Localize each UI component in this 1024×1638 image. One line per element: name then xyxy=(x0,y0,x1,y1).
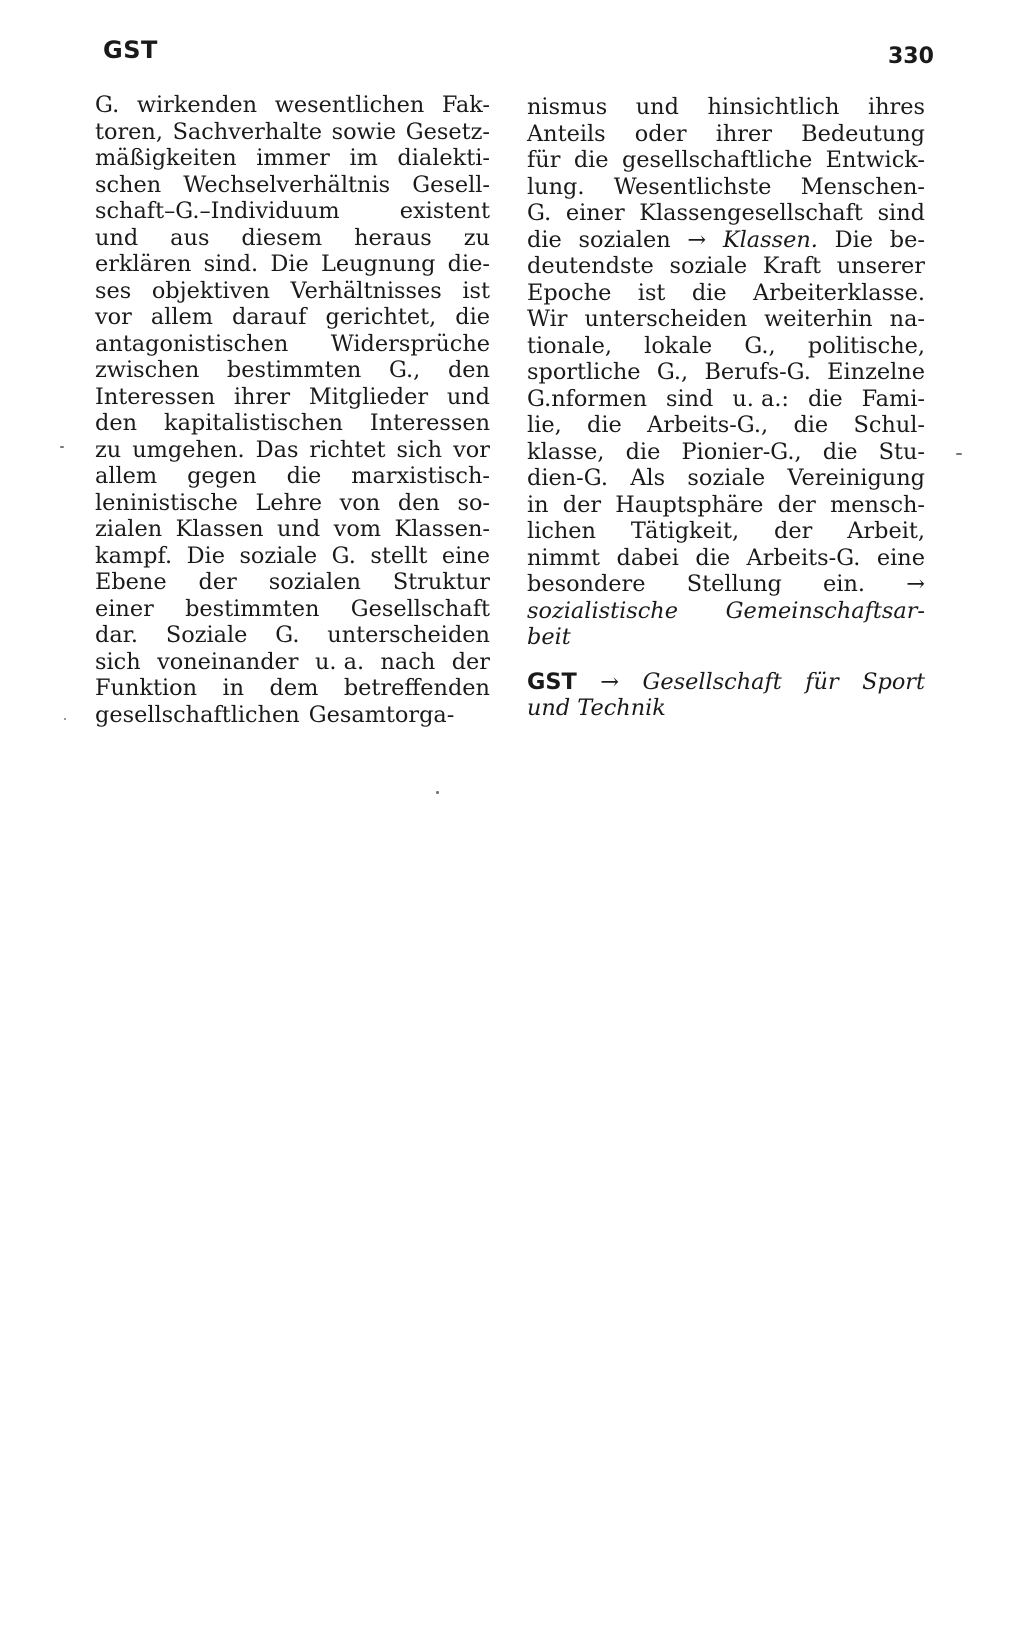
body-word: und xyxy=(277,516,321,542)
body-word: Gesamtorga- xyxy=(308,701,455,728)
left-column-line xyxy=(95,172,490,199)
right-column-line xyxy=(527,386,925,413)
right-column-line xyxy=(527,465,925,492)
body-word: stellt xyxy=(370,542,428,569)
body-word: der xyxy=(451,648,490,675)
body-word: hinsichtlich xyxy=(707,94,840,120)
body-word: Interessen xyxy=(369,410,490,436)
body-word: zialen xyxy=(95,516,163,542)
left-column xyxy=(95,92,490,728)
body-word: ihres xyxy=(867,94,925,120)
gst-entry-line-1 xyxy=(527,669,925,696)
body-word: eine xyxy=(876,544,925,571)
body-word: Epoche xyxy=(527,279,612,306)
right-column xyxy=(527,94,925,722)
right-column-line xyxy=(527,333,925,360)
body-word: zu xyxy=(463,224,490,251)
cross-reference-arrow-icon: → xyxy=(687,226,707,253)
body-word: die xyxy=(587,412,622,438)
body-word: soziale xyxy=(687,465,766,491)
body-word: dabei xyxy=(616,544,679,571)
body-word: den xyxy=(397,489,440,516)
body-word: eine xyxy=(441,542,490,569)
body-word: Hauptsphäre xyxy=(615,491,764,518)
right-column-line xyxy=(527,121,925,148)
body-word: sich xyxy=(95,648,141,675)
body-word: heraus xyxy=(354,224,432,251)
body-word: von xyxy=(339,489,381,516)
body-word: G., xyxy=(744,332,776,359)
body-word: G. xyxy=(527,200,552,226)
print-speck xyxy=(60,446,64,448)
body-word: lichen xyxy=(527,518,596,544)
left-column-line xyxy=(95,331,490,358)
body-word: be- xyxy=(889,226,925,253)
body-word: Struktur xyxy=(392,569,490,595)
body-word: klasse, xyxy=(527,438,605,465)
body-word: umgehen. xyxy=(132,436,245,463)
left-column-line xyxy=(95,437,490,464)
body-word: Tätigkeit, xyxy=(630,518,740,544)
body-word: so- xyxy=(457,489,490,516)
body-word: zwischen xyxy=(95,357,200,383)
right-column-line xyxy=(527,545,925,572)
body-word: dar. xyxy=(95,622,139,648)
body-word: sportliche xyxy=(527,359,641,385)
left-column-line xyxy=(95,675,490,702)
left-column-line xyxy=(95,119,490,146)
body-word: Stu- xyxy=(878,438,925,465)
page-number: 330 xyxy=(888,44,934,69)
body-word: Arbeits-G., xyxy=(647,412,769,438)
body-word: ses xyxy=(95,277,132,304)
body-word: G.nformen xyxy=(527,385,647,412)
right-column-line xyxy=(527,306,925,333)
body-word: die xyxy=(807,385,843,412)
left-column-line xyxy=(95,384,490,411)
body-word: schen xyxy=(95,171,162,198)
body-word: G. xyxy=(275,622,300,648)
body-word: betreffenden xyxy=(343,675,490,701)
body-word: Fami- xyxy=(861,385,925,412)
body-word: für xyxy=(527,147,561,173)
body-word: der xyxy=(774,518,813,544)
right-column-line xyxy=(527,518,925,545)
body-word: G. xyxy=(95,92,120,118)
body-word: zu xyxy=(95,436,122,463)
body-word: Mitglieder xyxy=(308,383,429,410)
body-word: Die xyxy=(270,251,309,277)
body-word: schaft–G.–Individuum xyxy=(95,198,340,224)
body-word: Klassen xyxy=(175,516,264,542)
entry-continuation xyxy=(527,94,925,651)
body-word: den xyxy=(95,410,138,436)
body-word: allem xyxy=(150,304,213,330)
body-word: Wesentlichste xyxy=(613,173,772,200)
left-column-line xyxy=(95,304,490,331)
cross-reference-arrow-icon: → xyxy=(600,668,620,695)
running-head: GST xyxy=(103,36,158,64)
body-word: Schul- xyxy=(853,412,925,438)
body-word: Bedeutung xyxy=(801,120,925,147)
right-column-line xyxy=(527,624,925,651)
left-column-line xyxy=(95,702,490,729)
body-word: lokale xyxy=(644,332,713,359)
body-word: lung. xyxy=(527,173,585,200)
body-word: gegen xyxy=(187,463,257,489)
body-word: Berufs-G. xyxy=(704,359,811,385)
body-word: unserer xyxy=(836,253,925,279)
body-word: kapitalistischen xyxy=(164,410,343,436)
body-word: Das xyxy=(255,436,299,463)
left-column-line xyxy=(95,649,490,676)
body-word: politische, xyxy=(807,332,925,359)
body-word: erklären xyxy=(95,251,192,277)
body-word: sozialen xyxy=(268,569,361,595)
body-word: Pionier-G., xyxy=(681,438,802,465)
body-word: G., xyxy=(656,359,689,385)
body-word: Die xyxy=(186,542,225,569)
body-word: u. a. xyxy=(314,648,365,675)
body-word: toren, xyxy=(95,118,163,145)
right-column-line xyxy=(527,571,925,598)
body-word: lie, xyxy=(527,412,562,438)
body-word: na- xyxy=(889,306,925,332)
print-speck xyxy=(436,791,439,794)
gst-xref-word: Gesellschaft xyxy=(642,668,782,695)
body-word: sozialen xyxy=(578,226,671,253)
right-column-line xyxy=(527,439,925,466)
body-word: einer xyxy=(565,200,625,226)
left-column-line xyxy=(95,516,490,543)
body-word: wesentlichen xyxy=(274,92,425,118)
left-column-line xyxy=(95,225,490,252)
body-word: G., xyxy=(388,357,421,383)
body-word: den xyxy=(447,357,490,383)
cross-reference-word: Gemeinschaftsar- xyxy=(725,597,925,624)
left-column-line xyxy=(95,490,490,517)
body-word: Wechselverhältnis xyxy=(183,171,391,198)
body-word: dialekti- xyxy=(397,145,490,171)
body-word: besondere xyxy=(527,571,646,597)
body-word: unterscheiden xyxy=(327,622,490,648)
body-word: gesellschaftlichen xyxy=(95,701,300,728)
body-word: Einzelne xyxy=(827,359,925,385)
body-word: in xyxy=(527,491,549,518)
body-word: Arbeiterklasse. xyxy=(753,279,925,306)
body-word: dem xyxy=(269,675,319,701)
print-speck xyxy=(956,453,962,455)
body-word: bestimmten xyxy=(226,357,362,383)
cross-reference-word: beit xyxy=(527,624,571,650)
body-word: ist xyxy=(637,279,666,306)
body-word: und xyxy=(446,383,490,410)
left-column-line xyxy=(95,198,490,225)
left-column-line xyxy=(95,596,490,623)
body-word: einer xyxy=(95,595,154,622)
right-column-line xyxy=(527,94,925,121)
right-column-line xyxy=(527,412,925,439)
body-word: Stellung xyxy=(686,571,782,597)
body-word: existent xyxy=(399,198,490,224)
body-word: Interessen xyxy=(95,383,216,410)
cross-reference-arrow-icon: → xyxy=(906,571,925,597)
print-speck xyxy=(64,718,66,720)
body-word: kampf. xyxy=(95,542,173,569)
body-word: sind xyxy=(665,385,714,412)
left-column-line xyxy=(95,622,490,649)
left-column-line xyxy=(95,278,490,305)
body-word: Kraft xyxy=(762,253,821,279)
body-word: Soziale xyxy=(165,622,248,648)
body-word: in xyxy=(222,675,245,701)
body-word: der xyxy=(562,491,602,518)
body-word: Fak- xyxy=(441,92,490,118)
body-word: Gesellschaft xyxy=(350,595,490,622)
body-word: gesellschaftliche xyxy=(621,147,813,173)
body-word: aus xyxy=(170,224,210,251)
body-word: weiterhin xyxy=(764,306,873,332)
body-word: Gesetz- xyxy=(405,118,490,145)
body-word: Gesell- xyxy=(412,171,490,198)
body-word: Widersprüche xyxy=(330,330,490,357)
body-word: bestimmten xyxy=(185,595,320,622)
gst-entry-line-2: und Technik xyxy=(527,695,666,721)
body-word: der xyxy=(777,491,816,518)
left-column-line xyxy=(95,357,490,384)
body-word: Klassengesellschaft xyxy=(639,200,863,226)
right-column-line xyxy=(527,174,925,201)
gst-xref-word: für xyxy=(805,668,839,695)
right-column-line xyxy=(527,598,925,625)
body-word: der xyxy=(198,569,237,595)
body-word: Verhältnisses xyxy=(290,277,442,304)
body-word: ihrer xyxy=(233,383,291,410)
body-word: gerichtet, xyxy=(325,304,437,330)
body-word: soziale xyxy=(669,253,748,279)
body-word: darauf xyxy=(232,304,307,330)
body-word: voneinander xyxy=(157,648,299,675)
body-word: Als xyxy=(630,465,666,491)
body-word: die xyxy=(793,412,829,438)
body-word: wirkenden xyxy=(136,92,258,118)
body-word: Funktion xyxy=(95,675,198,701)
left-column-line xyxy=(95,463,490,490)
body-word: die xyxy=(455,304,490,330)
body-word: dien-G. xyxy=(527,465,608,491)
body-word: soziale xyxy=(239,542,318,569)
body-word: Vereinigung xyxy=(787,465,925,491)
body-word: die xyxy=(527,226,562,253)
body-word: Wir xyxy=(527,306,568,332)
cross-reference-word: sozialistische xyxy=(527,597,678,624)
body-word: vom xyxy=(333,516,382,542)
body-word: Lehre xyxy=(255,489,323,516)
body-word: sowie xyxy=(331,118,397,145)
left-column-line xyxy=(95,410,490,437)
body-word: diesem xyxy=(241,224,323,251)
body-word: Arbeits-G. xyxy=(746,544,861,571)
body-word: die xyxy=(625,438,661,465)
right-column-line xyxy=(527,280,925,307)
body-word: Arbeit, xyxy=(847,518,925,544)
body-word: die xyxy=(695,544,731,571)
body-word: vor xyxy=(453,436,490,463)
body-word: u. a.: xyxy=(732,385,789,412)
left-column-line xyxy=(95,145,490,172)
left-column-line xyxy=(95,569,490,596)
body-word: Anteils xyxy=(527,120,606,147)
body-word: mäßigkeiten xyxy=(95,145,237,171)
right-column-line xyxy=(527,200,925,227)
right-column-line xyxy=(527,147,925,174)
body-word: die xyxy=(286,463,322,489)
cross-reference-word: Klassen. xyxy=(722,226,818,253)
body-word: Die xyxy=(834,226,874,253)
left-column-line xyxy=(95,251,490,278)
left-column-line xyxy=(95,92,490,119)
body-word: Klassen- xyxy=(394,516,490,542)
body-word: marxistisch- xyxy=(351,463,490,489)
right-column-line xyxy=(527,492,925,519)
body-word: ein. xyxy=(823,571,865,597)
gst-headword: GST xyxy=(527,668,577,695)
body-word: nimmt xyxy=(527,544,601,571)
body-word: vor xyxy=(95,304,132,330)
body-word: unterscheiden xyxy=(584,306,748,332)
body-word: tionale, xyxy=(527,332,612,359)
body-word: Entwick- xyxy=(825,147,925,173)
body-word: die xyxy=(573,147,609,173)
body-word: nismus xyxy=(527,94,608,120)
body-word: nach xyxy=(380,648,436,675)
body-word: ist xyxy=(462,277,490,304)
right-column-line xyxy=(527,359,925,386)
right-column-line xyxy=(527,253,925,280)
left-column-line xyxy=(95,543,490,570)
body-word: Ebene xyxy=(95,569,167,595)
body-word: deutendste xyxy=(527,253,654,279)
body-word: leninistische xyxy=(95,489,238,516)
body-word: Leugnung xyxy=(320,251,436,277)
body-word: die xyxy=(691,279,727,306)
body-word: G. xyxy=(331,542,356,569)
body-word: objektiven xyxy=(151,277,270,304)
body-word: immer xyxy=(256,145,330,171)
body-word: die xyxy=(822,438,858,465)
body-word: Menschen- xyxy=(800,173,925,200)
body-word: oder xyxy=(634,120,687,147)
body-word: und xyxy=(635,94,679,120)
right-column-line xyxy=(527,227,925,254)
body-word: sind. xyxy=(203,251,259,277)
body-word: antagonistischen xyxy=(95,330,289,357)
body-word: sind xyxy=(877,200,925,226)
body-word: Sachverhalte xyxy=(172,118,322,145)
body-word: sich xyxy=(396,436,443,463)
body-word: die- xyxy=(447,251,490,277)
body-word: mensch- xyxy=(830,491,925,518)
body-word: ihrer xyxy=(715,120,772,147)
entry-gap xyxy=(527,651,925,669)
body-word: allem xyxy=(95,463,158,489)
body-word: richtet xyxy=(309,436,386,463)
body-word: und xyxy=(95,224,139,251)
gst-xref-word: Sport xyxy=(862,668,925,695)
body-word: im xyxy=(349,145,378,171)
